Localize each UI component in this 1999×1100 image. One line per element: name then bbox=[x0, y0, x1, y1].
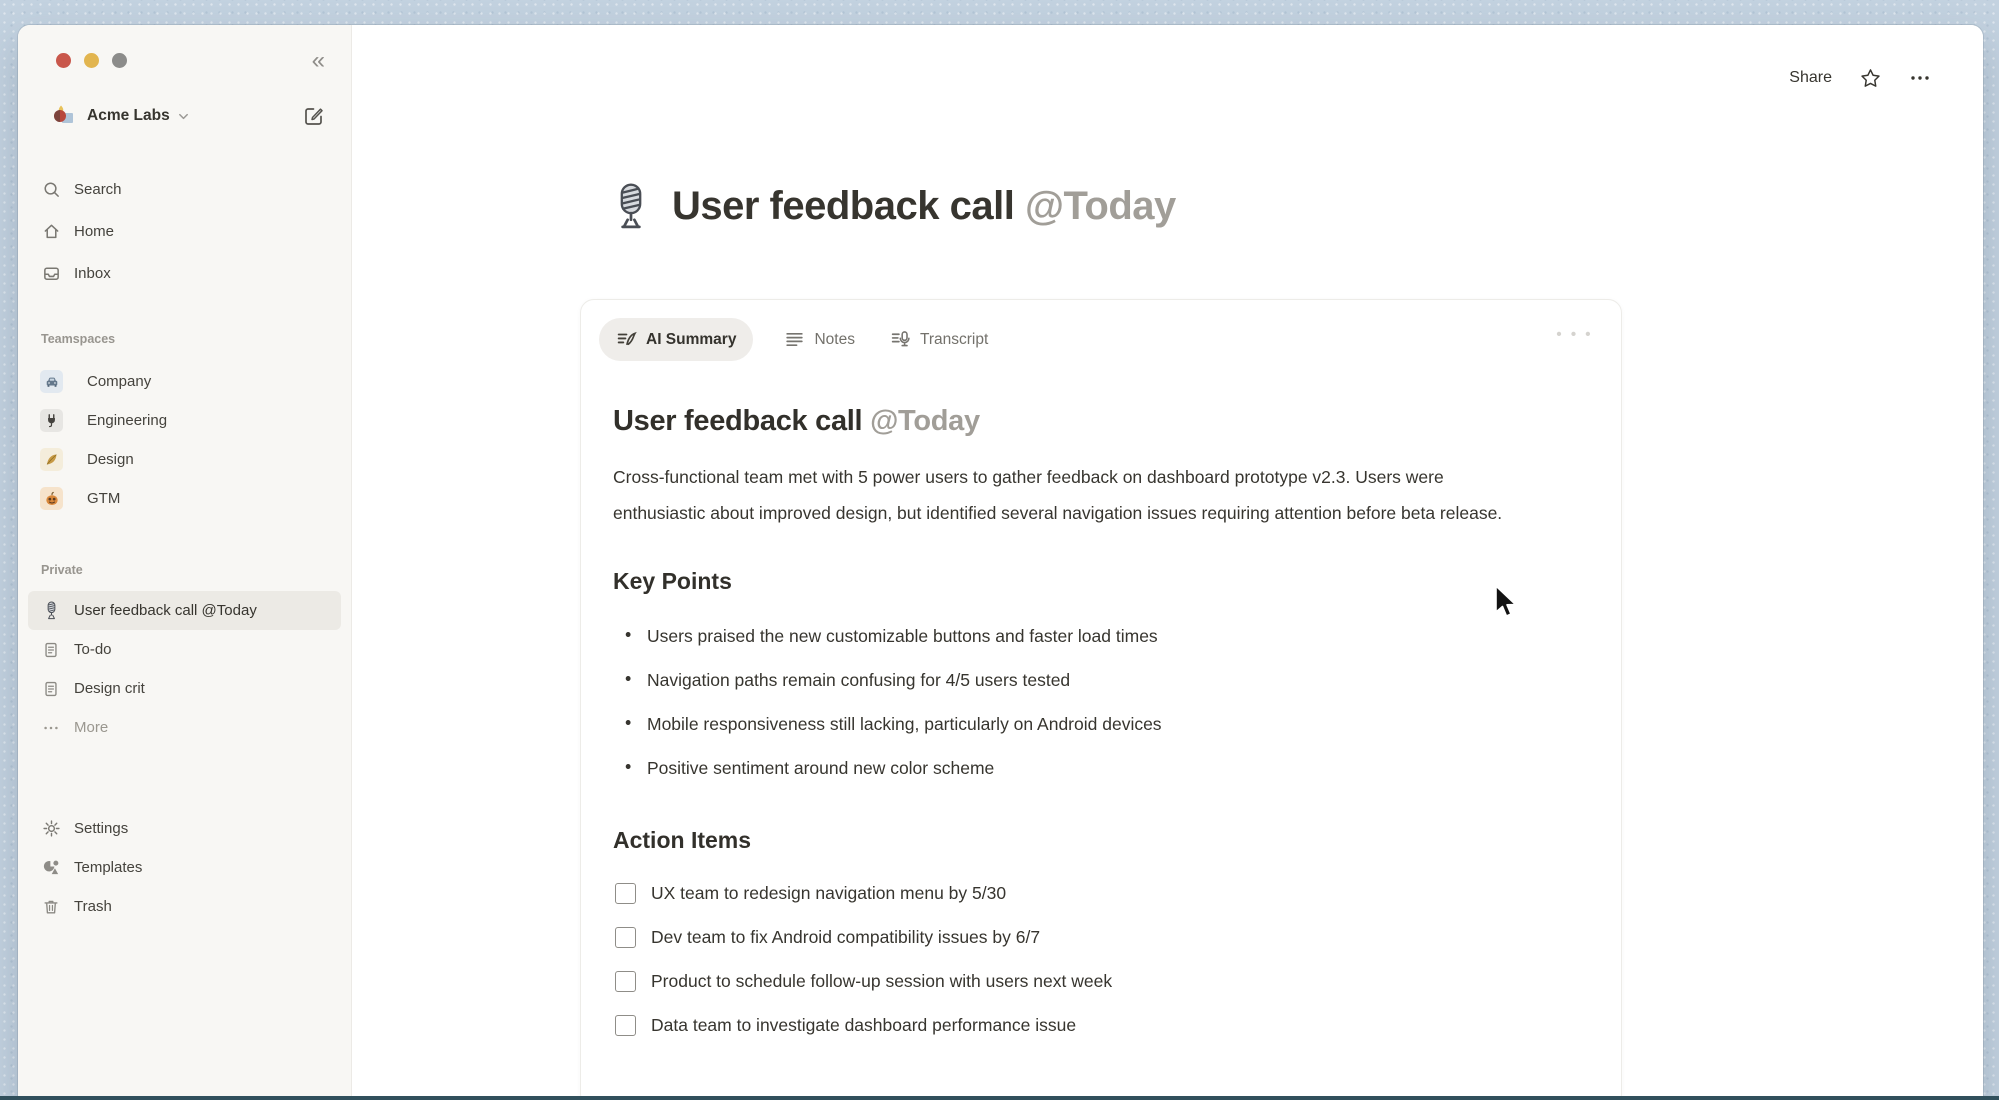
summary-heading-text: User feedback call bbox=[613, 405, 863, 437]
action-item-row bbox=[613, 915, 1589, 959]
sidebar-item-trash[interactable] bbox=[28, 887, 341, 926]
sidebar-item-label: Home bbox=[74, 222, 115, 240]
ellipsis-icon bbox=[41, 718, 61, 738]
private-list bbox=[18, 591, 351, 747]
key-point-item: • Navigation paths remain confusing for 4/5 users tested bbox=[613, 658, 1589, 702]
share-button[interactable]: Share bbox=[1789, 69, 1832, 86]
screen-edge-divider bbox=[0, 1096, 1999, 1100]
private-section-label: Private bbox=[41, 563, 83, 577]
action-items-list bbox=[613, 871, 1589, 1047]
microphone-emoji bbox=[41, 601, 61, 621]
action-item-label: Product to schedule follow-up session with users next week bbox=[651, 970, 1113, 991]
close-window-button[interactable] bbox=[56, 53, 71, 68]
workspace-logo-icon bbox=[52, 104, 76, 128]
page-title-date-mention[interactable]: @Today bbox=[1024, 184, 1176, 228]
sidebar-item-user-feedback-call[interactable] bbox=[28, 591, 341, 630]
sidebar-item-more[interactable] bbox=[28, 708, 341, 747]
sidebar-footer bbox=[18, 809, 351, 926]
main-content bbox=[352, 25, 1983, 1100]
action-items-heading: Action Items bbox=[613, 827, 752, 853]
sidebar-item-label: Trash bbox=[74, 898, 112, 915]
sidebar-item-label: Engineering bbox=[87, 412, 168, 429]
shapes-icon bbox=[41, 858, 61, 878]
sidebar-item-label: User feedback call @Today bbox=[74, 602, 257, 619]
action-item-row bbox=[613, 959, 1589, 1003]
sidebar-item-label: To-do bbox=[74, 641, 112, 658]
pumpkin-emoji bbox=[40, 487, 63, 510]
studio-microphone-emoji bbox=[610, 183, 652, 229]
search-icon bbox=[41, 179, 61, 199]
trash-icon bbox=[41, 897, 61, 917]
key-points-heading: Key Points bbox=[613, 568, 732, 594]
todo-checkbox[interactable] bbox=[615, 927, 636, 948]
sidebar-item-settings[interactable] bbox=[28, 809, 341, 848]
page-icon bbox=[41, 640, 61, 660]
sidebar-item-label: Search bbox=[74, 180, 122, 198]
inbox-icon bbox=[41, 263, 61, 283]
tab-ai-summary[interactable] bbox=[599, 318, 753, 361]
key-points-list bbox=[613, 614, 1589, 790]
tab-notes[interactable] bbox=[780, 318, 859, 361]
tab-transcript[interactable] bbox=[886, 318, 992, 361]
feather-emoji bbox=[40, 448, 63, 471]
todo-checkbox[interactable] bbox=[615, 971, 636, 992]
tab-label: AI Summary bbox=[646, 330, 737, 348]
chevron-down-icon bbox=[177, 110, 190, 123]
minimize-window-button[interactable] bbox=[84, 53, 99, 68]
home-icon bbox=[41, 221, 61, 241]
page-icon bbox=[41, 679, 61, 699]
favorite-star-icon[interactable] bbox=[1859, 67, 1882, 90]
sidebar-item-gtm[interactable] bbox=[28, 479, 341, 518]
transcript-icon bbox=[890, 329, 911, 350]
sidebar-item-templates[interactable] bbox=[28, 848, 341, 887]
notes-icon bbox=[784, 329, 805, 350]
sidebar-item-label: Design crit bbox=[74, 680, 145, 697]
summary-heading bbox=[613, 405, 1589, 438]
sidebar-item-label: Design bbox=[87, 451, 134, 468]
sidebar-item-label: Templates bbox=[74, 859, 143, 876]
page-header bbox=[610, 183, 1983, 229]
plug-emoji bbox=[40, 409, 63, 432]
key-point-item: • Users praised the new customizable buttons and faster load times bbox=[613, 614, 1589, 658]
car-emoji bbox=[40, 370, 63, 393]
teamspaces-section-label: Teamspaces bbox=[41, 332, 116, 346]
key-point-item: • Mobile responsiveness still lacking, particularly on Android devices bbox=[613, 702, 1589, 746]
sidebar-item-engineering[interactable] bbox=[28, 401, 341, 440]
todo-checkbox[interactable] bbox=[615, 1015, 636, 1036]
tab-label: Transcript bbox=[919, 330, 989, 348]
ai-summary-content bbox=[581, 405, 1621, 1047]
action-item-row bbox=[613, 1003, 1589, 1047]
workspace-switcher[interactable] bbox=[18, 98, 351, 134]
collapse-sidebar-icon[interactable]: « bbox=[311, 47, 325, 74]
todo-checkbox[interactable] bbox=[615, 883, 636, 904]
tab-label: Notes bbox=[814, 330, 855, 348]
sidebar-item-inbox[interactable] bbox=[28, 252, 341, 294]
teamspaces-list bbox=[18, 362, 351, 518]
action-item-label: Data team to investigate dashboard performance issue bbox=[651, 1014, 1077, 1035]
page-title[interactable] bbox=[672, 183, 1176, 229]
sidebar-item-home[interactable] bbox=[28, 210, 341, 252]
sidebar-item-label: Settings bbox=[74, 820, 129, 837]
ai-summary-icon bbox=[616, 329, 637, 350]
sidebar-item-label: More bbox=[74, 719, 109, 736]
zoom-window-button[interactable] bbox=[112, 53, 127, 68]
sidebar-item-label: Inbox bbox=[74, 264, 111, 282]
window-controls bbox=[18, 25, 351, 74]
sidebar-item-design[interactable] bbox=[28, 440, 341, 479]
more-options-icon[interactable] bbox=[1909, 67, 1931, 89]
page-title-text: User feedback call bbox=[672, 184, 1015, 228]
gear-icon bbox=[41, 819, 61, 839]
mouse-cursor bbox=[1492, 584, 1520, 620]
summary-heading-date-mention[interactable]: @Today bbox=[870, 405, 980, 437]
page-topbar bbox=[352, 25, 1983, 89]
new-page-icon[interactable] bbox=[303, 105, 325, 127]
sidebar-nav bbox=[18, 168, 351, 294]
sidebar-item-label: GTM bbox=[87, 490, 121, 507]
app-window bbox=[18, 25, 1983, 1100]
sidebar-item-search[interactable] bbox=[28, 168, 341, 210]
action-item-label: UX team to redesign navigation menu by 5/30 bbox=[651, 882, 1007, 903]
workspace-name: Acme Labs bbox=[87, 107, 170, 124]
sidebar-item-todo[interactable] bbox=[28, 630, 341, 669]
summary-paragraph: Cross-functional team met with 5 power users to gather feedback on dashboard prototype v2.3. Users were enthusiastic about improved design, but identified several navigation issues requiring attention before beta release. bbox=[613, 467, 1503, 523]
action-item-row bbox=[613, 871, 1589, 915]
card-tabs bbox=[581, 300, 1621, 361]
sidebar-item-design-crit[interactable] bbox=[28, 669, 341, 708]
action-item-label: Dev team to fix Android compatibility issues by 6/7 bbox=[651, 926, 1041, 947]
sidebar bbox=[18, 25, 352, 1100]
card-more-options-icon[interactable]: • • • bbox=[1556, 326, 1593, 343]
key-point-item: • Positive sentiment around new color scheme bbox=[613, 746, 1589, 790]
sidebar-item-label: Company bbox=[87, 373, 152, 390]
meeting-notes-card bbox=[580, 299, 1622, 1100]
sidebar-item-company[interactable] bbox=[28, 362, 341, 401]
